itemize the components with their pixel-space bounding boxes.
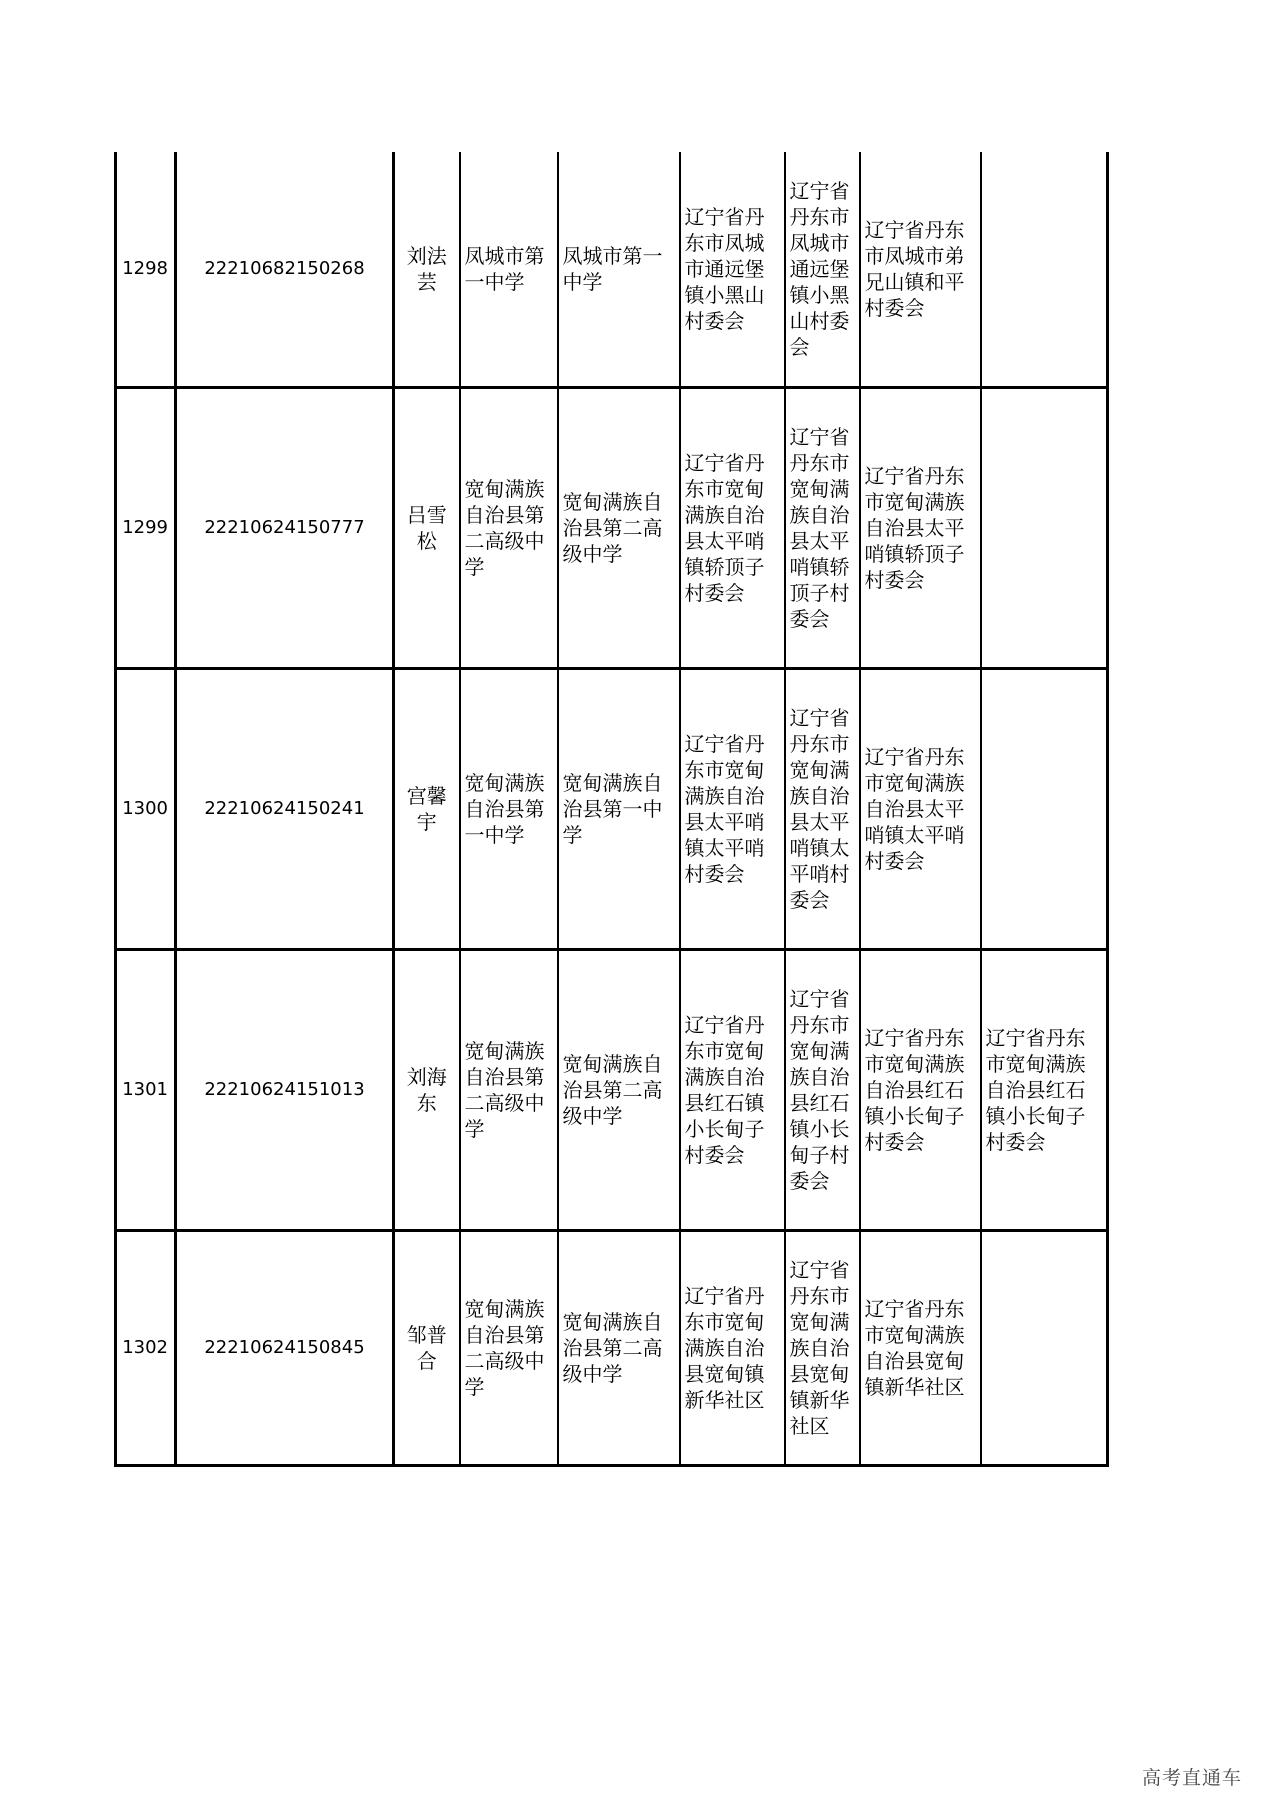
home-address: 辽宁省丹东市宽甸满族自治县宽甸镇新华社区 [785,1230,860,1465]
table-row [116,1230,1108,1465]
candidate-id: 22210624151013 [176,949,394,1230]
candidate-name: 宫馨宇 [394,668,460,949]
candidate-id: 22210624150845 [176,1230,394,1465]
household-address: 辽宁省丹东市宽甸满族自治县太平哨镇太平哨村委会 [680,668,785,949]
roster-table [114,152,1109,1467]
address-4 [981,387,1108,668]
candidate-id: 22210624150241 [176,668,394,949]
candidate-name: 刘法芸 [394,152,460,387]
table-row [116,387,1108,668]
home-address: 辽宁省丹东市宽甸满族自治县红石镇小长甸子村委会 [785,949,860,1230]
graduation-school: 宽甸满族自治县第二高级中学 [558,387,680,668]
address-4 [981,668,1108,949]
graduation-school: 宽甸满族自治县第一中学 [558,668,680,949]
address-3: 辽宁省丹东市凤城市弟兄山镇和平村委会 [860,152,981,387]
home-address: 辽宁省丹东市宽甸满族自治县太平哨镇太平哨村委会 [785,668,860,949]
school: 宽甸满族自治县第二高级中学 [460,1230,558,1465]
address-4 [981,152,1108,387]
household-address: 辽宁省丹东市宽甸满族自治县宽甸镇新华社区 [680,1230,785,1465]
roster-table-container [114,152,1106,1467]
household-address: 辽宁省丹东市宽甸满族自治县红石镇小长甸子村委会 [680,949,785,1230]
school: 宽甸满族自治县第一中学 [460,668,558,949]
household-address: 辽宁省丹东市凤城市通远堡镇小黑山村委会 [680,152,785,387]
home-address: 辽宁省丹东市凤城市通远堡镇小黑山村委会 [785,152,860,387]
address-3: 辽宁省丹东市宽甸满族自治县太平哨镇轿顶子村委会 [860,387,981,668]
watermark-text: 高考直通车 [1141,1767,1242,1789]
graduation-school: 凤城市第一中学 [558,152,680,387]
address-3: 辽宁省丹东市宽甸满族自治县宽甸镇新华社区 [860,1230,981,1465]
candidate-name: 刘海东 [394,949,460,1230]
school: 宽甸满族自治县第二高级中学 [460,387,558,668]
table-row [116,668,1108,949]
address-4: 辽宁省丹东市宽甸满族自治县红石镇小长甸子村委会 [981,949,1108,1230]
row-number: 1302 [116,1230,176,1465]
home-address: 辽宁省丹东市宽甸满族自治县太平哨镇轿顶子村委会 [785,387,860,668]
row-number: 1298 [116,152,176,387]
household-address: 辽宁省丹东市宽甸满族自治县太平哨镇轿顶子村委会 [680,387,785,668]
row-number: 1301 [116,949,176,1230]
candidate-name: 吕雪松 [394,387,460,668]
row-number: 1300 [116,668,176,949]
table-row [116,152,1108,387]
row-number: 1299 [116,387,176,668]
address-3: 辽宁省丹东市宽甸满族自治县太平哨镇太平哨村委会 [860,668,981,949]
school: 凤城市第一中学 [460,152,558,387]
table-row [116,949,1108,1230]
candidate-name: 邹普合 [394,1230,460,1465]
address-3: 辽宁省丹东市宽甸满族自治县红石镇小长甸子村委会 [860,949,981,1230]
candidate-id: 22210682150268 [176,152,394,387]
school: 宽甸满族自治县第二高级中学 [460,949,558,1230]
candidate-id: 22210624150777 [176,387,394,668]
graduation-school: 宽甸满族自治县第二高级中学 [558,1230,680,1465]
address-4 [981,1230,1108,1465]
graduation-school: 宽甸满族自治县第二高级中学 [558,949,680,1230]
